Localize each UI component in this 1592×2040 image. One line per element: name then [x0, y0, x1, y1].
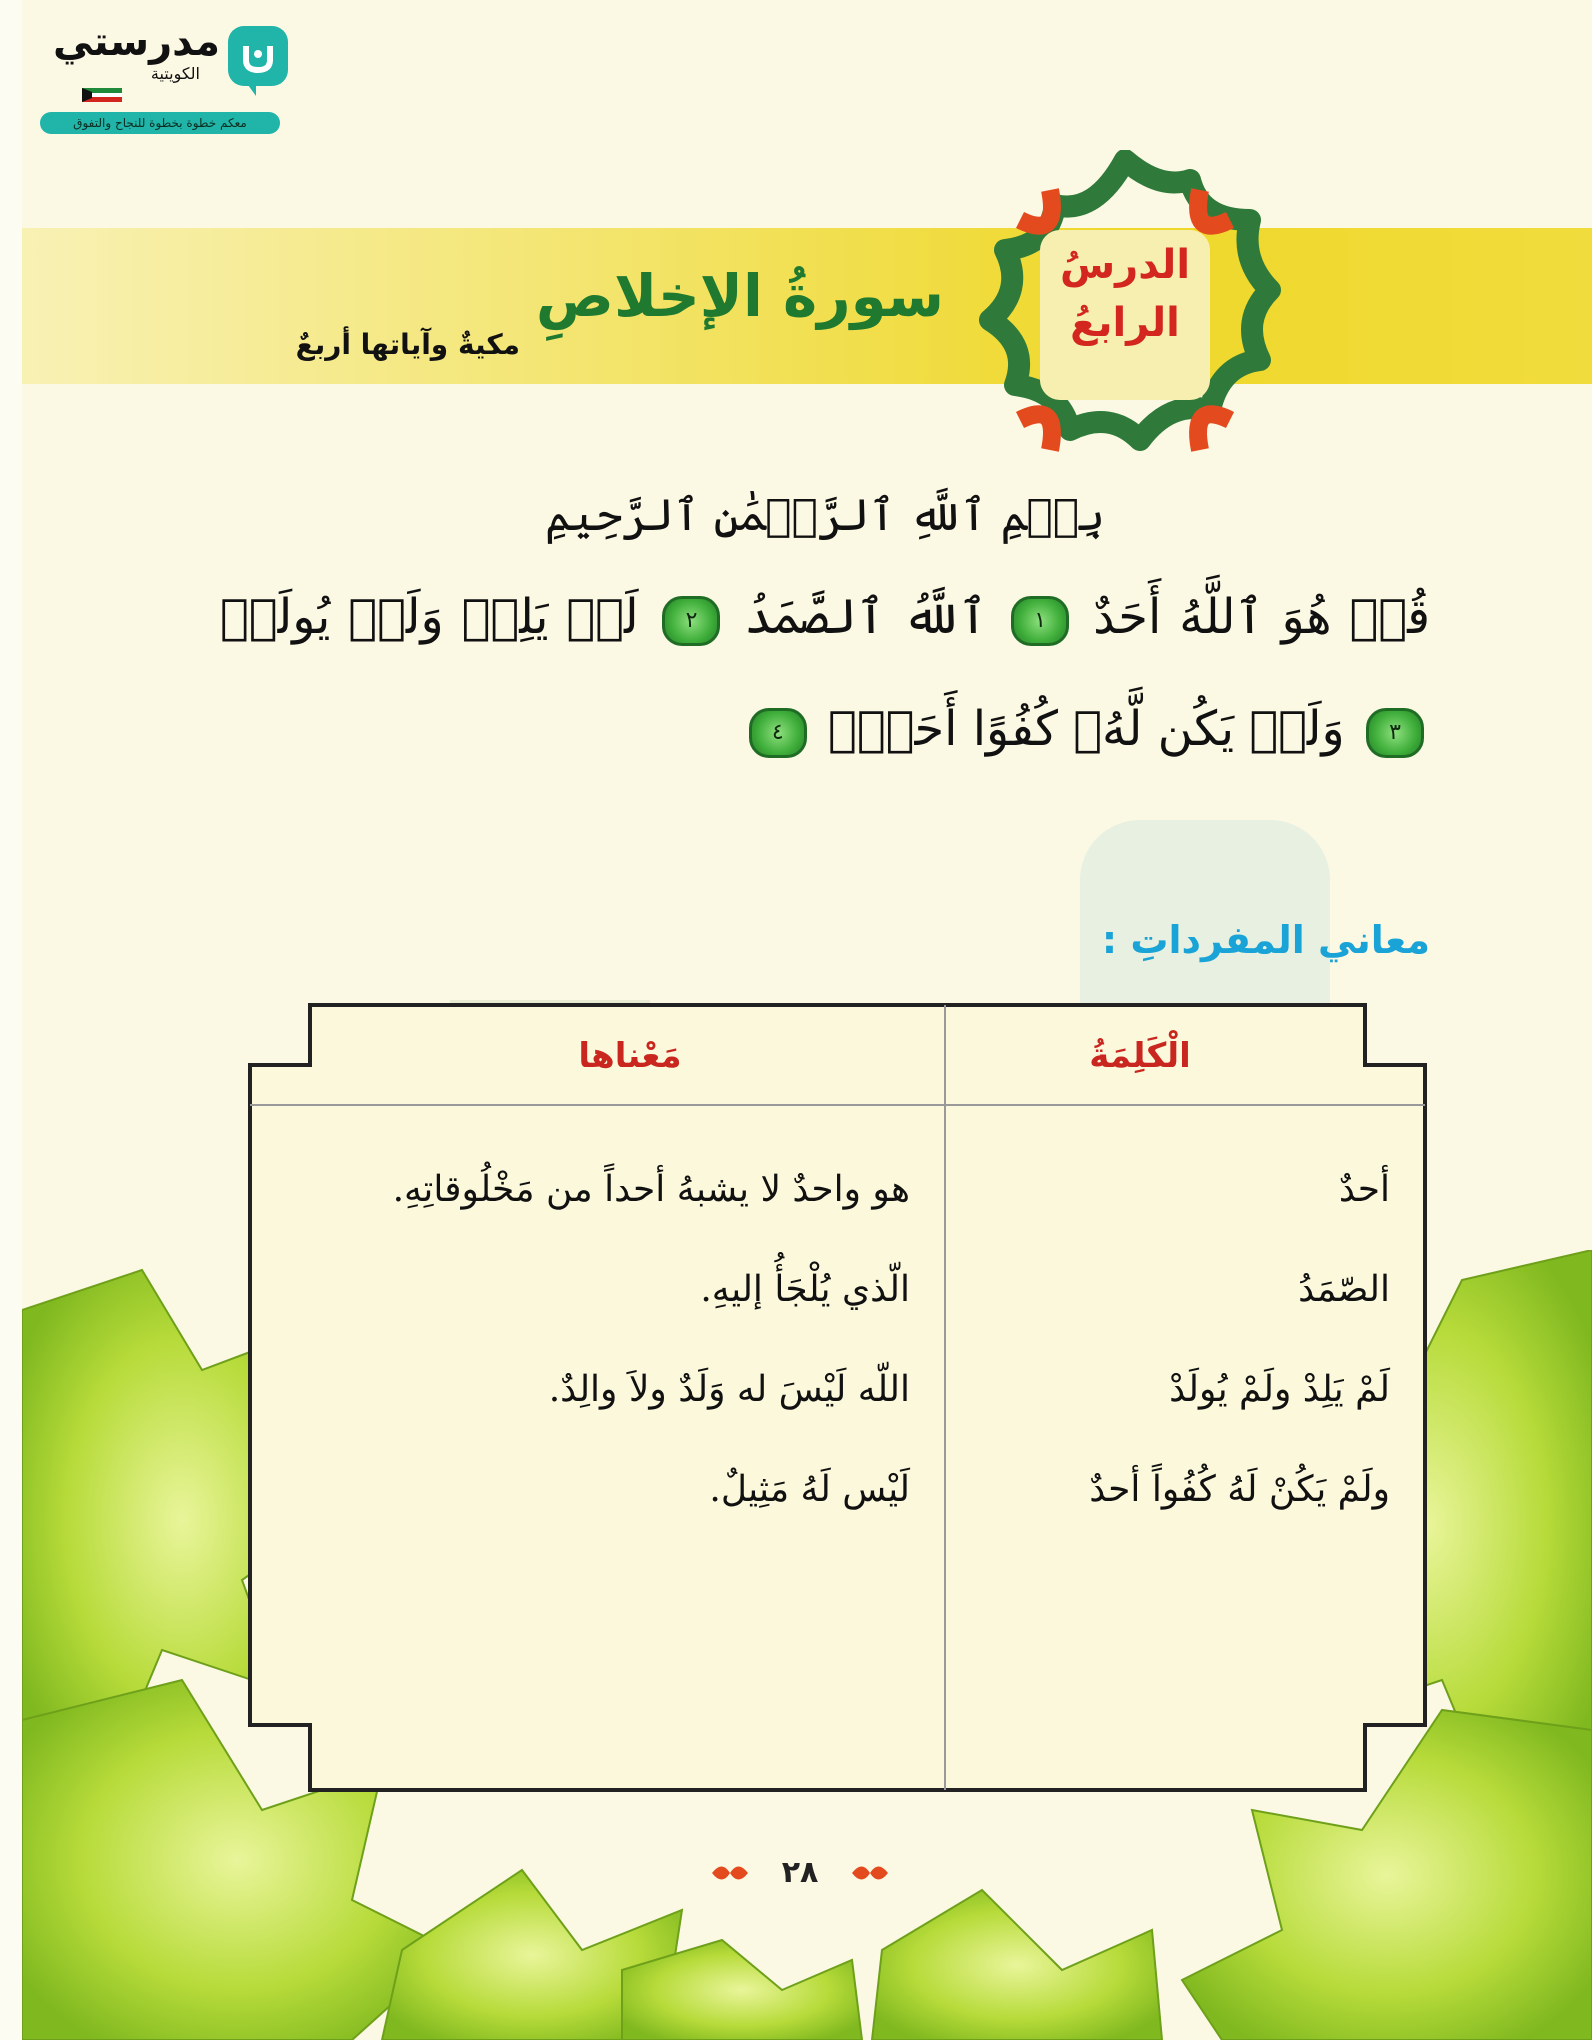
verse-text: قُلۡ هُوَ ٱللَّهُ أَحَدٌ	[1093, 589, 1431, 645]
verses	[220, 561, 1430, 785]
words-column	[950, 1140, 1390, 1540]
lesson-label-line1: الدرسُ	[1059, 242, 1191, 288]
kuwait-flag-icon	[82, 88, 122, 102]
table-row-meaning: هو واحدٌ لا يشبهُ أحداً من مَخْلُوقاتِهِ.	[392, 1169, 910, 1210]
table-row-meaning: لَيْس لَهُ مَثِيلٌ.	[709, 1469, 910, 1510]
basmala: بِسۡمِ ٱللَّهِ ٱلرَّحۡمَٰنِ ٱلرَّحِيمِ	[544, 490, 1106, 541]
logo	[40, 19, 290, 130]
table-row-word: أحدٌ	[1338, 1169, 1390, 1210]
column-header-meaning: مَعْناها	[578, 1036, 682, 1076]
logo-subtitle: الكويتية	[150, 64, 200, 83]
table-row-meaning: اللّه لَيْسَ له وَلَدٌ ولاَ والِدٌ.	[548, 1369, 910, 1410]
verse-text: وَلَمۡ يَكُن لَّهُۥ كُفُوًا أَحَدُۢ	[828, 701, 1345, 757]
surah-title: سورةُ الإخلاصِ	[535, 262, 945, 330]
ayah-number: ٢	[662, 596, 720, 646]
table-row-word: لَمْ يَلِدْ ولَمْ يُولَدْ	[1169, 1369, 1390, 1410]
lesson-label-line2: الرابعُ	[1070, 300, 1180, 346]
table-row-word: الصّمَدُ	[1298, 1269, 1390, 1310]
lesson-label	[1025, 236, 1225, 352]
logo-tagline: معكم خطوة بخطوة للنجاح والتفوق	[40, 112, 280, 134]
logo-mark-icon	[226, 24, 298, 100]
column-header-word: الْكَلِمَةُ	[1089, 1036, 1191, 1076]
ayah-number: ٣	[1366, 708, 1424, 758]
verse-text: ٱللَّهُ ٱلصَّمَدُ	[744, 589, 988, 645]
surah-subtitle: مكيةٌ وآياتها أربعٌ	[295, 328, 520, 361]
table-row-meaning: الّذي يُلْجَأُ إليهِ.	[700, 1269, 910, 1310]
ayah-number: ٤	[749, 708, 807, 758]
logo-name: مدرستي	[52, 19, 220, 65]
quran-text	[220, 490, 1430, 785]
page-footer	[720, 1848, 880, 1898]
page-number: ٢٨	[781, 1855, 819, 1890]
table-row-word: ولَمْ يَكُنْ لَهُ كُفُواً أحدٌ	[1089, 1469, 1390, 1510]
ornament-icon	[850, 1858, 890, 1888]
verse-text: لَمۡ يَلِدۡ وَلَمۡ يُولَدۡ	[220, 589, 639, 645]
vocabulary-heading: معاني المفرداتِ :	[1101, 918, 1430, 962]
ayah-number: ١	[1011, 596, 1069, 646]
meanings-column	[270, 1140, 910, 1540]
